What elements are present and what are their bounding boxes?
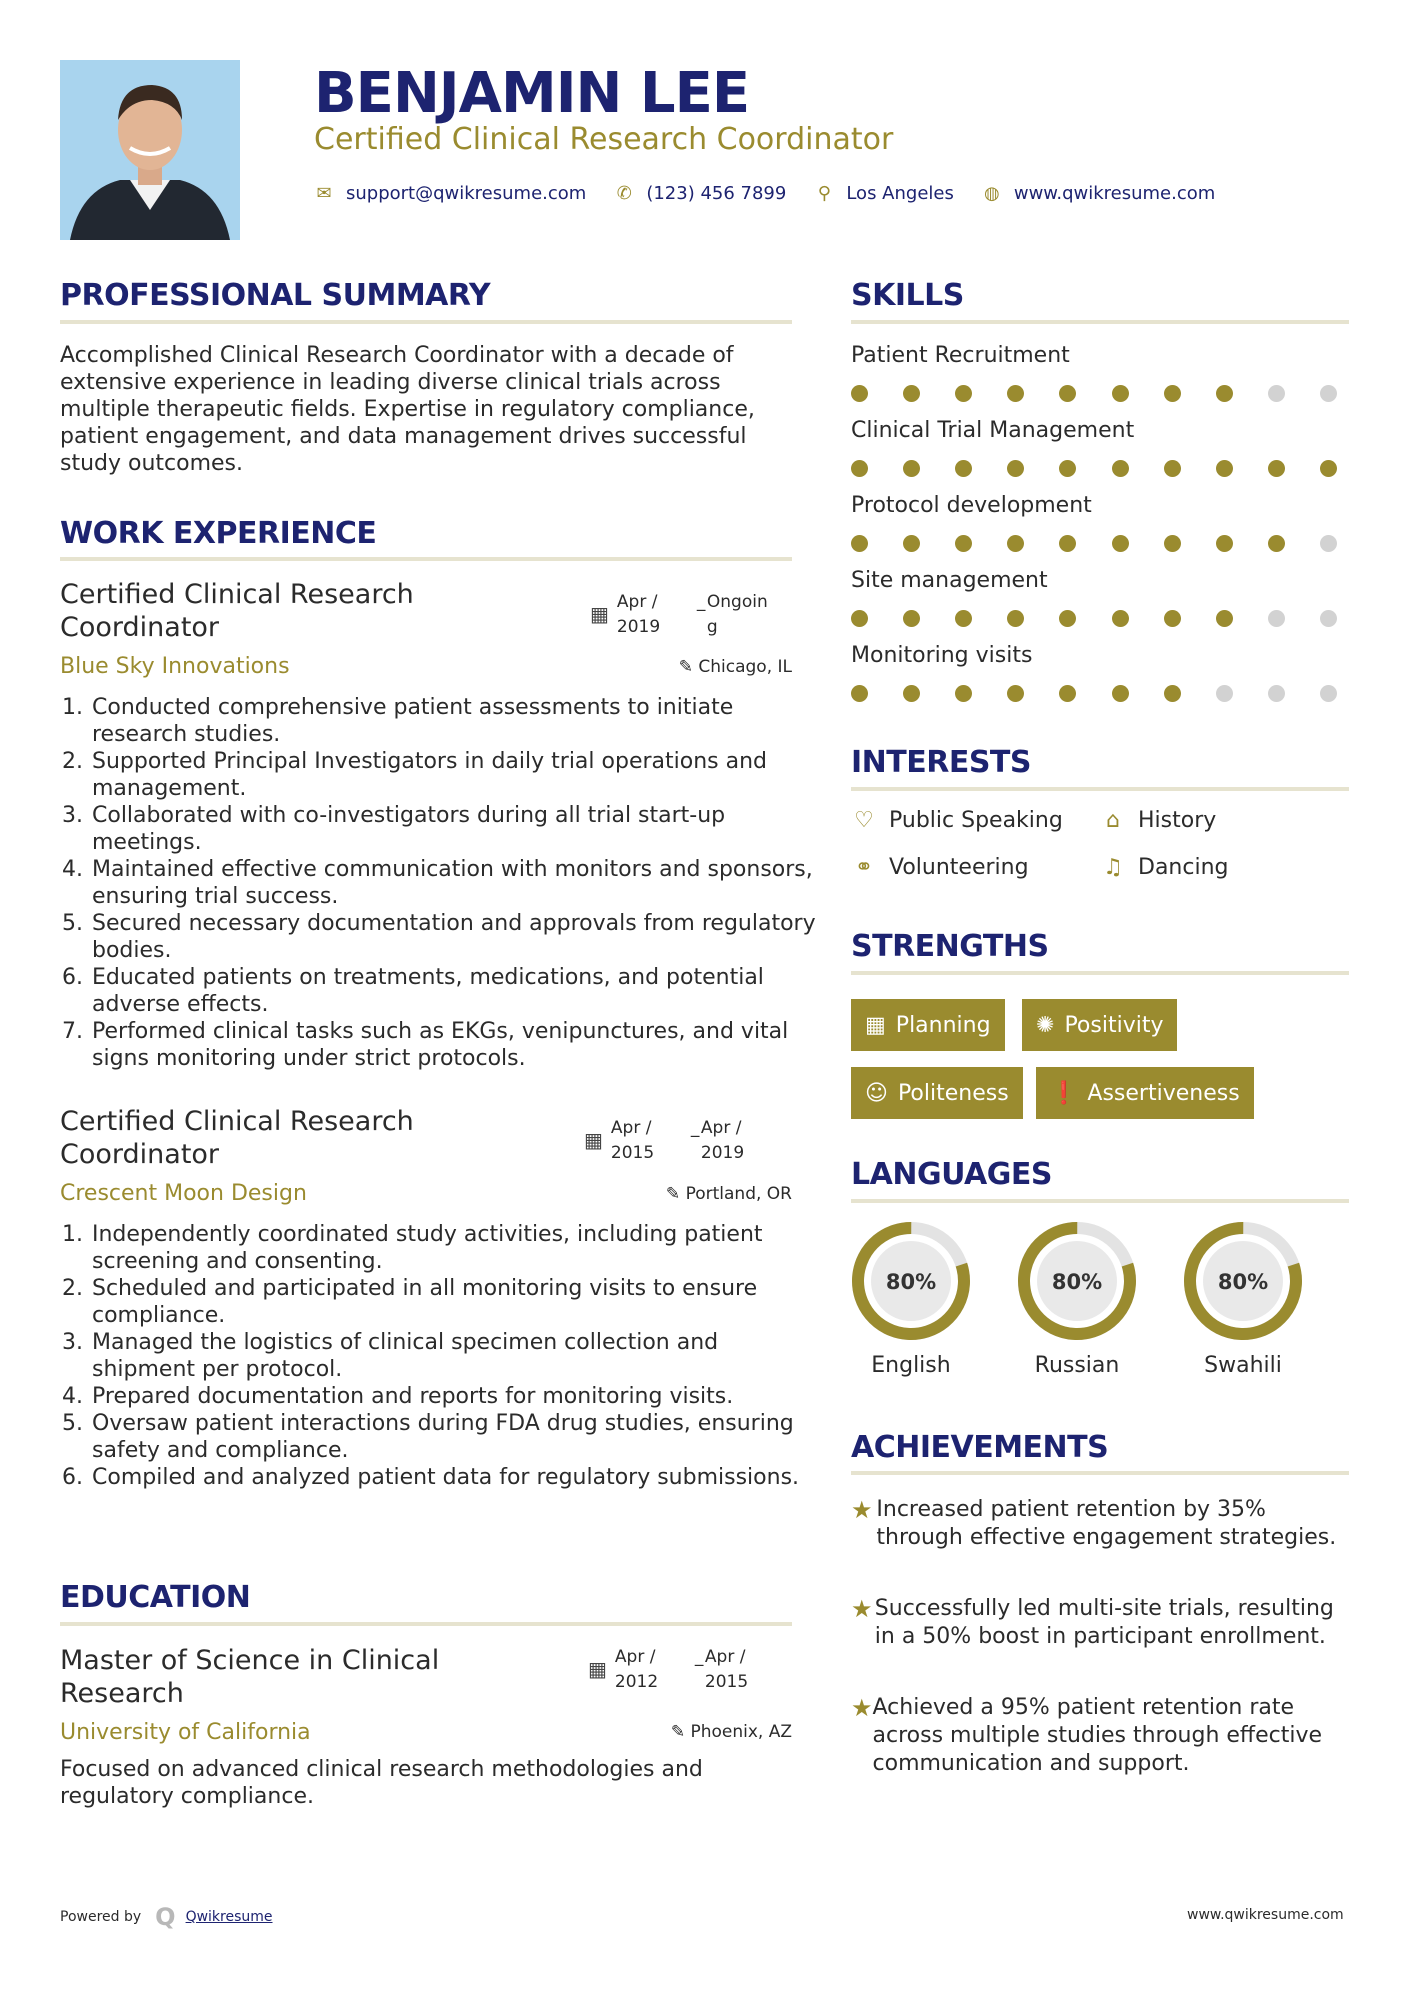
language-progress-ring [849, 1219, 973, 1343]
job-end-date: Ongoin g [706, 592, 768, 637]
location-pin-icon: ⚲ [817, 182, 831, 204]
calendar-icon: ▦ [588, 1657, 607, 1681]
list-item: 3. Collaborated with co-investigators during all trial start-up meetings. [90, 802, 820, 856]
school-name: University of California [60, 1720, 311, 1745]
job-start-date: Apr / 2019 [616, 592, 661, 637]
achievement-item [851, 1595, 1349, 1651]
contact-location: Los Angeles [846, 182, 954, 204]
summary-heading: PROFESSIONAL SUMMARY [60, 278, 491, 313]
skill-dot-filled [1216, 610, 1233, 627]
interests-heading: INTERESTS [851, 745, 1031, 780]
contact-bar [314, 178, 1243, 208]
strength-label: Assertiveness [1087, 1080, 1240, 1106]
language-item [849, 1219, 973, 1378]
skill-name: Site management [851, 568, 1048, 593]
footer-powered [60, 1903, 273, 1931]
language-name: English [871, 1353, 951, 1378]
education-end-date: Apr / 2015 [704, 1647, 749, 1692]
job-end-date: Apr / 2019 [700, 1118, 745, 1163]
list-item: 4. Prepared documentation and reports for monitoring visits. [90, 1383, 820, 1410]
interest-item [1100, 808, 1216, 833]
footer-brand-link[interactable]: Qwikresume [185, 1909, 273, 1925]
candidate-name: BENJAMIN LEE [314, 61, 750, 126]
strengths-heading: STRENGTHS [851, 929, 1049, 964]
skill-dot-empty [1320, 385, 1337, 402]
interest-label: History [1138, 808, 1217, 833]
job-location [670, 655, 792, 679]
star-icon: ★ [851, 1595, 873, 1623]
interest-item [851, 855, 1029, 880]
work-divider [60, 557, 792, 561]
skill-dot-empty [1268, 610, 1285, 627]
museum-icon: ⌂ [1106, 808, 1120, 833]
language-item [1015, 1219, 1139, 1378]
skill-dot-empty [1216, 685, 1233, 702]
job-company: Blue Sky Innovations [60, 654, 290, 679]
calendar-icon: ▦ [584, 1128, 603, 1152]
music-icon: ♫ [1103, 855, 1123, 880]
skill-dot-filled [1268, 460, 1285, 477]
education-location [640, 1720, 792, 1744]
skill-dot-filled [1059, 460, 1076, 477]
skill-dot-filled [1007, 685, 1024, 702]
profile-photo [60, 60, 240, 240]
skill-dot-filled [1007, 610, 1024, 627]
job-location-text: Chicago, IL [698, 657, 792, 677]
skill-dot-filled [1059, 385, 1076, 402]
job-duties-list [60, 1221, 820, 1491]
list-item: 2. Scheduled and participated in all monitoring visits to ensure compliance. [90, 1275, 820, 1329]
skill-dot-empty [1268, 685, 1285, 702]
pin-icon: ✎ [670, 1722, 691, 1742]
strength-tag [851, 999, 1005, 1051]
skill-item [851, 642, 1337, 702]
strength-tag [1022, 999, 1177, 1051]
skill-dot-empty [1320, 685, 1337, 702]
skill-dot-filled [955, 385, 972, 402]
candidate-title: Certified Clinical Research Coordinator [314, 122, 894, 157]
skill-dot-filled [1320, 460, 1337, 477]
education-dates: ▦ Apr / 2012 _ Apr / 2015 [588, 1645, 779, 1695]
achievements-divider [851, 1471, 1349, 1475]
skill-item [851, 492, 1337, 552]
education-description: Focused on advanced clinical research methodologies and regulatory compliance. [60, 1757, 703, 1809]
job-dates: ▦ Apr / 2019 _ Ongoin g [590, 590, 781, 640]
strength-label: Positivity [1064, 1012, 1164, 1038]
achievement-text: Successfully led multi-site trials, resulting in a 50% boost in participant enrollment. [874, 1596, 1334, 1649]
language-list [849, 1219, 1305, 1378]
list-item: 6. Compiled and analyzed patient data for regulatory submissions. [90, 1464, 820, 1491]
job-dates: ▦ Apr / 2015 _ Apr / 2019 [584, 1116, 775, 1166]
summary-text: Accomplished Clinical Research Coordinator with a decade of extensive experience in leading diverse clinical trials across multiple therapeutic fields. Expertise in regulatory compliance, patient engagement, and data management drives successful study outcomes. [60, 343, 755, 476]
language-item [1181, 1219, 1305, 1378]
skill-dot-filled [955, 685, 972, 702]
contact-phone[interactable]: (123) 456 7899 [646, 182, 787, 204]
skill-dot-filled [955, 535, 972, 552]
skill-dot-filled [1268, 535, 1285, 552]
language-percent: 80% [1051, 1270, 1103, 1294]
job-title: Certified Clinical Research Coordinator [60, 579, 414, 643]
job-title: Certified Clinical Research Coordinator [60, 1106, 414, 1170]
skill-name: Clinical Trial Management [851, 418, 1135, 443]
education-divider [60, 1622, 792, 1626]
skill-dot-filled [1059, 685, 1076, 702]
skill-dot-filled [851, 535, 868, 552]
degree-title: Master of Science in Clinical Research [60, 1645, 440, 1709]
strength-label: Planning [895, 1012, 991, 1038]
skill-dot-filled [903, 610, 920, 627]
skill-dot-filled [1164, 385, 1181, 402]
powered-by-label: Powered by [60, 1909, 142, 1925]
list-item: 1. Conducted comprehensive patient assessments to initiate research studies. [90, 694, 820, 748]
list-item: 5. Oversaw patient interactions during FDA drug studies, ensuring safety and compliance. [90, 1410, 820, 1464]
list-item: 7. Performed clinical tasks such as EKGs, venipunctures, and vital signs monitoring under strict protocols. [90, 1018, 820, 1072]
education-start-date: Apr / 2012 [614, 1647, 659, 1692]
skill-dot-empty [1320, 610, 1337, 627]
job-duties-list [60, 694, 820, 1072]
achievement-item [851, 1496, 1349, 1552]
skill-rating [851, 385, 1337, 402]
skill-dot-empty [1268, 385, 1285, 402]
achievement-text: Increased patient retention by 35% through effective engagement strategies. [876, 1497, 1337, 1550]
star-icon: ★ [851, 1694, 873, 1722]
skill-dot-filled [1164, 460, 1181, 477]
education-location-text: Phoenix, AZ [690, 1722, 792, 1742]
skills-heading: SKILLS [851, 278, 964, 313]
skill-name: Protocol development [851, 493, 1092, 518]
skill-dot-filled [1164, 535, 1181, 552]
star-icon: ★ [851, 1496, 873, 1524]
interests-divider [851, 787, 1349, 791]
skill-item [851, 567, 1337, 627]
pin-icon: ✎ [678, 657, 699, 677]
skill-dot-filled [955, 460, 972, 477]
skill-dot-filled [1112, 685, 1129, 702]
job-location-text: Portland, OR [685, 1184, 792, 1204]
strengths-divider [851, 971, 1349, 975]
skill-dot-filled [1216, 385, 1233, 402]
education-heading: EDUCATION [60, 1580, 251, 1615]
interest-label: Public Speaking [889, 808, 1063, 833]
language-progress-ring [1181, 1219, 1305, 1343]
skill-dot-filled [851, 460, 868, 477]
qwikresume-logo-icon: Q [155, 1903, 176, 1931]
skill-name: Patient Recruitment [851, 343, 1070, 368]
languages-divider [851, 1199, 1349, 1203]
globe-icon: ◍ [983, 182, 1000, 204]
exclamation-icon: ❗ [1050, 1080, 1078, 1106]
skill-rating [851, 610, 1337, 627]
skill-dot-filled [1216, 460, 1233, 477]
skill-item [851, 417, 1337, 477]
achievement-item [851, 1694, 1349, 1778]
job-location [640, 1182, 792, 1206]
interest-label: Dancing [1138, 855, 1229, 880]
language-percent: 80% [1217, 1270, 1269, 1294]
skill-name: Monitoring visits [851, 643, 1033, 668]
skill-rating [851, 535, 1337, 552]
skill-dot-filled [1216, 535, 1233, 552]
job-start-date: Apr / 2015 [610, 1118, 655, 1163]
skill-dot-filled [1164, 685, 1181, 702]
skill-item [851, 342, 1337, 402]
skill-dot-filled [1007, 535, 1024, 552]
work-heading: WORK EXPERIENCE [60, 516, 377, 551]
achievements-heading: ACHIEVEMENTS [851, 1430, 1109, 1465]
skill-rating [851, 685, 1337, 702]
calendar-icon: ▦ [865, 1012, 886, 1038]
phone-icon: ✆ [616, 182, 632, 204]
calendar-icon: ▦ [590, 602, 609, 626]
skill-dot-filled [1059, 535, 1076, 552]
skill-dot-filled [1112, 535, 1129, 552]
contact-website[interactable]: www.qwikresume.com [1013, 182, 1216, 204]
list-item: 4. Maintained effective communication with monitors and sponsors, ensuring trial success. [90, 856, 820, 910]
skill-dot-filled [903, 460, 920, 477]
envelope-icon: ✉ [316, 182, 332, 204]
list-item: 1. Independently coordinated study activities, including patient screening and consenting. [90, 1221, 820, 1275]
list-item: 5. Secured necessary documentation and approvals from regulatory bodies. [90, 910, 820, 964]
language-name: Swahili [1204, 1353, 1282, 1378]
skill-dot-filled [1007, 460, 1024, 477]
skill-dot-filled [851, 685, 868, 702]
strength-label: Politeness [897, 1080, 1009, 1106]
skill-dot-filled [851, 610, 868, 627]
skill-dot-filled [851, 385, 868, 402]
pin-icon: ✎ [665, 1184, 686, 1204]
interest-item [1100, 855, 1228, 880]
interest-label: Volunteering [889, 855, 1029, 880]
skill-dot-filled [955, 610, 972, 627]
language-progress-ring [1015, 1219, 1139, 1343]
footer-website[interactable]: www.qwikresume.com [1187, 1907, 1344, 1923]
list-item: 3. Managed the logistics of clinical specimen collection and shipment per protocol. [90, 1329, 820, 1383]
language-name: Russian [1034, 1353, 1120, 1378]
sun-icon: ✺ [1036, 1012, 1055, 1038]
achievement-text: Achieved a 95% patient retention rate across multiple studies through effective communication and support. [872, 1695, 1323, 1776]
skill-dot-filled [903, 385, 920, 402]
smile-icon: ☺ [865, 1080, 888, 1106]
heartbeat-icon: ♡ [854, 808, 874, 833]
skill-dot-filled [903, 685, 920, 702]
strength-tag [1036, 1067, 1254, 1119]
handshake-icon: ⚭ [854, 855, 874, 880]
list-item: 6. Educated patients on treatments, medications, and potential adverse effects. [90, 964, 820, 1018]
skill-dot-filled [1059, 610, 1076, 627]
list-item: 2. Supported Principal Investigators in daily trial operations and management. [90, 748, 820, 802]
skill-dot-filled [1007, 385, 1024, 402]
skills-divider [851, 320, 1349, 324]
strength-tag [851, 1067, 1023, 1119]
skill-dot-filled [1112, 610, 1129, 627]
summary-divider [60, 320, 792, 324]
skill-dot-empty [1320, 535, 1337, 552]
languages-heading: LANGUAGES [851, 1157, 1052, 1192]
contact-email[interactable]: support@qwikresume.com [346, 182, 587, 204]
language-percent: 80% [885, 1270, 937, 1294]
skill-dot-filled [1112, 385, 1129, 402]
skill-dot-filled [903, 535, 920, 552]
skill-rating [851, 460, 1337, 477]
interest-item [851, 808, 1063, 833]
job-company: Crescent Moon Design [60, 1181, 307, 1206]
skill-dot-filled [1164, 610, 1181, 627]
skill-dot-filled [1112, 460, 1129, 477]
